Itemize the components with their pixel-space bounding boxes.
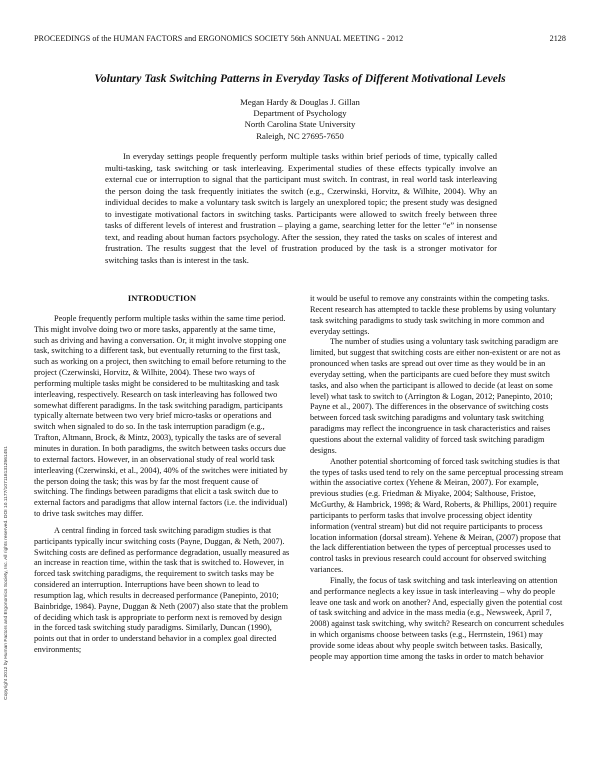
journal-name: PROCEEDINGS of the HUMAN FACTORS and ERGONOMICS SOCIETY 56th ANNUAL MEETING - 2012 — [34, 34, 404, 43]
author-location: Raleigh, NC 27695-7650 — [256, 130, 344, 141]
right-column — [310, 294, 566, 663]
author-university: North Carolina State University — [244, 119, 356, 130]
author-department: Department of Psychology — [253, 108, 347, 119]
author-block — [0, 97, 600, 142]
paper-title: Voluntary Task Switching Patterns in Everyday Tasks of Different Motivational Levels — [94, 72, 506, 85]
page-number: 2128 — [549, 34, 566, 43]
left-column — [34, 294, 290, 656]
section-heading: INTRODUCTION — [127, 294, 197, 303]
abstract-text: In everyday settings people frequently perform multiple tasks within brief periods of time, typically called multi-tasking, task switching or task interleaving. Experimental studies of these effects typically involve an external cue or interruption to signal that the participant must switch. In contrast, in real world task interleaving the person doing the task frequently initiates the switch (e.g., Czerwinski, Horvitz, & Wilhite, 2004). Why an individual decides to make a voluntary task switch is largely an unexplored topic; the present study was designed to investigate motivational factors in switching tasks. Participants were allowed to switch freely between three tasks of different levels of interest and frustration – playing a game, searching letter for the letter “e” in nonsense text, and reading about human factors psychology. After the session, they rated the tasks on scales of interest and frustration. The results suggest that the level of frustration produced by the task is a stronger motivator for switching tasks than is interest in the task. — [105, 151, 497, 265]
body-paragraph: Finally, the focus of task switching and task interleaving on attention and performance neglects a key issue in task interleaving – why do people leave one task and work on another? And, especially given the potential cost of task switching and advice in the mass media (e.g., Newsweek, April 7, 2008) against task switching, why switch? Research on concurrent schedules in which organisms choose between tasks (e.g., Herrnstein, 1961) may provide some ideas about why people switch between tasks. Basically, people may apportion time among the tasks in order to match behavior — [310, 575, 564, 661]
body-paragraph: A central finding in forced task switching paradigm studies is that participants typically incur switching costs (Payne, Duggan, & Neth, 2007). Switching costs are defined as performance degradation, usually measured as an increase in reaction time, within the task that is switched to. However, in forced task switching paradigms, the requirement to switch tasks may be considered an interruption. Interruptions have been shown to lead to resumption lag, which results in decreased performance (Panepinto, 2010; Bainbridge, 1984). Payne, Duggan & Neth (2007) also state that the problem of deciding which task is appropriate to perform next is removed by design in the forced task switching study paradigms. Similarly, Duncan (1990), points out that in order to understand behavior in a complex goal directed environments; — [34, 525, 290, 655]
body-paragraph: it would be useful to remove any constraints within the competing tasks. Recent research has attempted to tackle these problems by using voluntary task switching paradigms to study task switching in more common and everyday settings. — [310, 294, 557, 336]
author-names: Megan Hardy & Douglas J. Gillan — [240, 97, 360, 107]
running-head — [34, 34, 566, 43]
body-paragraph: People frequently perform multiple tasks within the same time period. This might involve doing two or more tasks, apparently at the same time, such as driving and having a conversation. Or, it might involve stopping one task, switching to a different task, but eventually returning to the first task, such as working on a project, then switching to email before returning to the project (Czerwinski, Horvitz, & Wilhite, 2004). These two ways of performing multiple tasks might be considered to be multitasking and task interleaving, respectively. Research on task interleaving has followed two somewhat different paradigms. In the task switching paradigm, participants typically alternate between two very brief micro-tasks or operations and switch when signaled to do so. In the task interruption paradigm (e.g., Trafton, Altmann, Brock, & Mintz, 2003), typically the tasks are of several minutes in duration. In both paradigms, the switch between tasks occurs due to external factors. However, in an observational study of real world task interleaving (Czerwinski, et al., 2004), 40% of the switches were initiated by the person doing the task; this was by far the most frequent cause of switching. The findings between paradigms that elicit a task switch due to external factors and paradigms that allow internal factors (i.e. the individual) to drive task switches may differ. — [34, 313, 288, 519]
copyright-margin-note — [4, 408, 13, 738]
abstract — [105, 151, 497, 266]
body-paragraph: The number of studies using a voluntary task switching paradigm are limited, but suggest that switching costs are either non-existent or are not as pronounced when tasks are spread out over time as they would be in an everyday setting, when the participants are cued before they must switch tasks, and also when the participant is allowed to decide (at least on some level) what task to switch to (Arrington & Logan, 2012; Panepinto, 2010; Payne et al., 2007). The differences in the observance of switching costs between forced task switching paradigms and voluntary task switching paradigms may reflect the incongruence in task characteristics and raises questions about the external validity of forced task switching paradigm designs. — [310, 337, 561, 455]
body-paragraph: Another potential shortcoming of forced task switching studies is that the types of tasks used tend to rely on the same perceptual processing stream within the associative cortex (Yehene & Meiran, 2007). For example, previous studies (e.g. Friedman & Miyake, 2004; Salthouse, Fristoe, McGurthy, & Hambrick, 1998; & Ward, Roberts, & Phillips, 2001) require participants to perform tasks that involve processing object identity information (ventral stream) but did not require participants to process location information (dorsal stream). Yehene & Meiran, (2007) propose that the lack differentiation between the types of perceptual processes used to control tasks in previous research could account for observed switching variances. — [310, 456, 564, 575]
copyright-text: Copyright 2012 by Human Factors and Ergonomics Society, Inc. All rights reserved. DOI 10.1177/1071181312561451 — [4, 446, 9, 700]
